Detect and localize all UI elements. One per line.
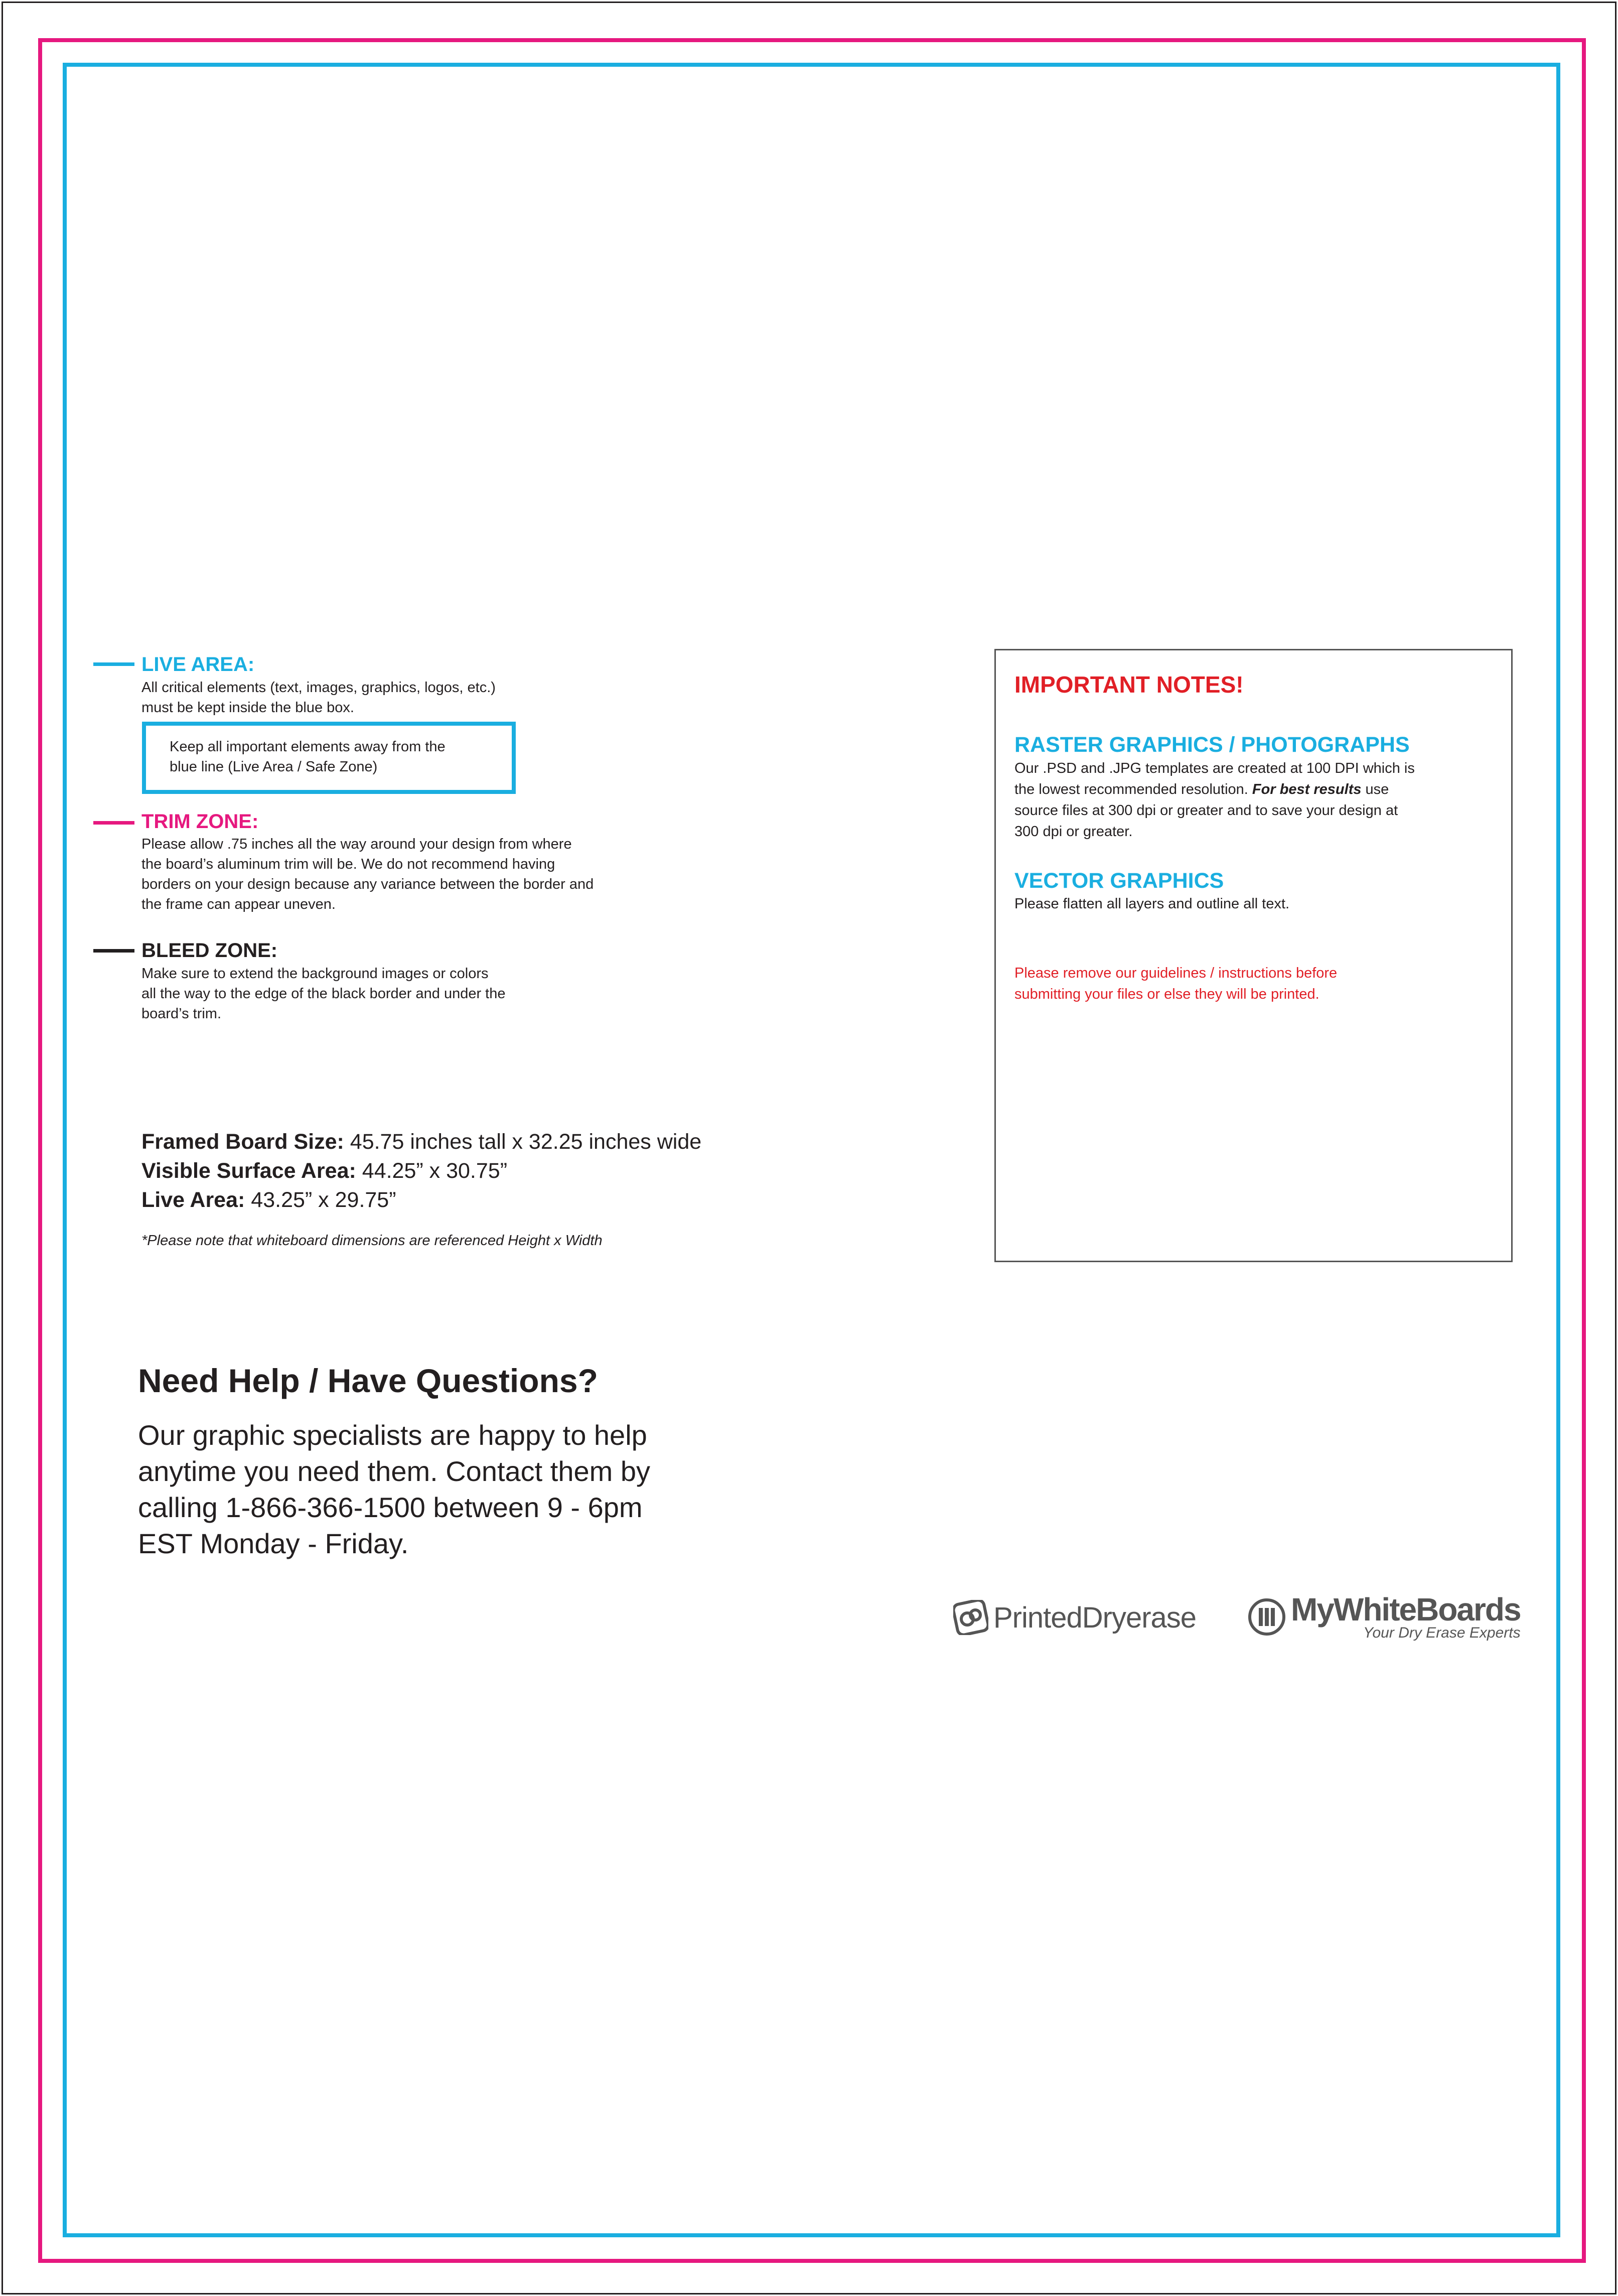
- visible-surface-area: [141, 1156, 701, 1185]
- framed-board-size-label: Framed Board Size:: [141, 1130, 344, 1154]
- live-area-title: LIVE AREA:: [141, 653, 255, 676]
- trim-zone-title: TRIM ZONE:: [141, 811, 259, 833]
- raster-text-2-start: the lowest recommended resolution.: [1014, 781, 1252, 797]
- printed-dryerase-logo-text: PrintedDryerase: [993, 1601, 1197, 1634]
- mywhiteboards-logo-icon: [1247, 1597, 1287, 1637]
- visible-surface-area-value: 44.25” x 30.75”: [356, 1159, 508, 1183]
- printed-dryerase-logo-icon: [953, 1600, 988, 1635]
- raster-graphics-title: RASTER GRAPHICS / PHOTOGRAPHS: [1014, 733, 1410, 757]
- bleed-zone-title: BLEED ZONE:: [141, 939, 278, 962]
- help-line-2: anytime you need them. Contact them by: [138, 1455, 650, 1487]
- bleed-zone-legend-line: [93, 949, 134, 953]
- trim-zone-text-3: borders on your design because any variance between the border and: [141, 876, 594, 892]
- trim-zone-legend-line: [93, 821, 134, 825]
- bleed-zone-text-1: Make sure to extend the background images or colors: [141, 966, 489, 982]
- safe-zone-text-1: Keep all important elements away from the: [170, 739, 446, 755]
- mywhiteboards-logo: [1247, 1593, 1521, 1641]
- vector-graphics-title: VECTOR GRAPHICS: [1014, 869, 1224, 893]
- trim-zone-text-4: the frame can appear uneven.: [141, 896, 336, 912]
- framed-board-size: [141, 1127, 701, 1156]
- live-area-size-value: 43.25” x 29.75”: [245, 1188, 396, 1212]
- help-line-3: calling 1-866-366-1500 between 9 - 6pm: [138, 1492, 643, 1523]
- help-text: [138, 1417, 650, 1562]
- board-dimensions: [141, 1127, 701, 1214]
- warning-line-2: submitting your files or else they will be printed.: [1014, 986, 1319, 1002]
- raster-text-3: source files at 300 dpi or greater and to save your design at: [1014, 802, 1398, 819]
- raster-text-2-end: use: [1361, 781, 1389, 797]
- framed-board-size-value: 45.75 inches tall x 32.25 inches wide: [344, 1130, 702, 1154]
- trim-zone-text-1: Please allow .75 inches all the way around your design from where: [141, 836, 572, 852]
- raster-text-1: Our .PSD and .JPG templates are created at 100 DPI which is: [1014, 760, 1415, 776]
- raster-graphics-text: [1014, 758, 1415, 842]
- live-area-text-2: must be kept inside the blue box.: [141, 700, 354, 716]
- mywhiteboards-tagline: Your Dry Erase Experts: [1363, 1625, 1521, 1641]
- help-line-1: Our graphic specialists are happy to help: [138, 1419, 647, 1451]
- live-area-text-1: All critical elements (text, images, graphics, logos, etc.): [141, 680, 496, 696]
- warning-line-1: Please remove our guidelines / instructions before: [1014, 965, 1338, 981]
- visible-surface-area-label: Visible Surface Area:: [141, 1159, 356, 1183]
- mywhiteboards-logo-text: MyWhiteBoards: [1291, 1591, 1521, 1628]
- live-area-size-label: Live Area:: [141, 1188, 245, 1212]
- safe-zone-text-2: blue line (Live Area / Safe Zone): [170, 759, 378, 775]
- live-area-size: [141, 1185, 701, 1214]
- important-notes-title: IMPORTANT NOTES!: [1014, 671, 1244, 698]
- help-line-4: EST Monday - Friday.: [138, 1528, 409, 1559]
- safe-zone-example-text: [170, 737, 446, 777]
- raster-text-4: 300 dpi or greater.: [1014, 824, 1133, 840]
- bleed-zone-text-3: board’s trim.: [141, 1006, 222, 1022]
- guidelines-warning: [1014, 963, 1337, 1005]
- printed-dryerase-logo: [953, 1595, 1196, 1640]
- trim-zone-text-2: the board’s aluminum trim will be. We do not recommend having: [141, 856, 555, 872]
- raster-text-2: [1014, 779, 1415, 800]
- raster-text-emphasis: For best results: [1252, 781, 1362, 797]
- dimensions-note: *Please note that whiteboard dimensions are referenced Height x Width: [141, 1233, 603, 1249]
- live-area-legend-line: [93, 662, 134, 666]
- bleed-zone-text-2: all the way to the edge of the black border and under the: [141, 986, 506, 1002]
- vector-graphics-text: Please flatten all layers and outline all text.: [1014, 896, 1290, 912]
- help-title: Need Help / Have Questions?: [138, 1362, 598, 1399]
